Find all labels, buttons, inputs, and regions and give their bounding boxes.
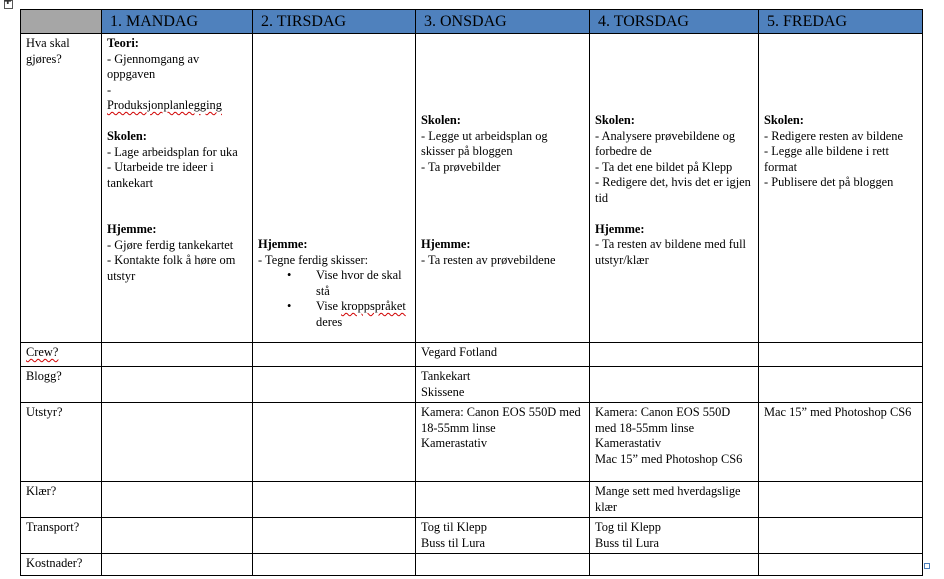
task-dash: - [107,82,112,97]
misspelled-word: kroppspråket [341,299,406,313]
cell-klaer-onsdag [416,482,590,518]
cell-crew-torsdag [590,343,759,367]
weekly-plan-table [20,9,923,576]
cell-blogg-mandag [102,367,253,403]
row-label-blogg: Blogg? [21,367,102,403]
list-item: • Vise kroppspråket deres [287,299,410,330]
task-item: - Kontakte folk å høre om utstyr [107,253,236,283]
table-row-blogg [21,367,923,403]
section-heading-skolen: Skolen: [764,113,804,127]
task-item: - Legge ut arbeidsplan og skisser på bloggen [421,128,548,158]
cell-hva-fredag [759,34,923,343]
task-item: - Tegne ferdig skisser: [258,252,369,267]
cell-kostnader-torsdag [590,554,759,576]
cell-transport-fredag [759,518,923,554]
section-heading-skolen: Skolen: [421,113,461,127]
row-label-hva-skal-gjores [21,34,102,343]
task-item: - Ta prøvebilder [421,159,501,174]
cell-transport-mandag [102,518,253,554]
table-row-crew [21,343,923,367]
cell-kostnader-mandag [102,554,253,576]
row-label-utstyr: Utstyr? [21,403,102,482]
cell-crew-onsdag: Vegard Fotland [416,343,590,367]
task-item: - Legge alle bildene i rett format [764,144,889,174]
row-label-transport: Transport? [21,518,102,554]
section-heading-hjemme: Hjemme: [595,221,645,236]
header-day-onsdag: 3. ONSDAG [416,10,590,34]
row-label-klaer: Klær? [21,482,102,518]
section-heading-skolen: Skolen: [595,113,635,127]
task-item: - Ta det ene bildet på Klepp [595,159,733,174]
section-heading-hjemme: Hjemme: [421,237,471,251]
task-item: - Redigere det, hvis det er igjen tid [595,175,751,205]
section-heading-hjemme: Hjemme: [258,237,308,251]
cell-blogg-fredag [759,367,923,403]
cell-utstyr-torsdag: Kamera: Canon EOS 550D med 18-55mm linse Kamerastativ Mac 15” med Photoshop CS6 [590,403,759,482]
task-item: - Gjøre ferdig tankekartet [107,237,234,252]
header-day-mandag: 1. MANDAG [102,10,253,34]
header-corner-cell [21,10,102,34]
cell-klaer-tirsdag [253,482,416,518]
cell-kostnader-onsdag [416,554,590,576]
cell-hva-onsdag [416,34,590,343]
cell-hva-torsdag [590,34,759,343]
cell-transport-onsdag: Tog til Klepp Buss til Lura [416,518,590,554]
cell-blogg-tirsdag [253,367,416,403]
row-label-crew: Crew? [21,343,102,367]
header-day-fredag: 5. FREDAG [759,10,923,34]
cell-utstyr-mandag [102,403,253,482]
list-item: • Vise hvor de skal stå [287,268,410,299]
cell-klaer-fredag [759,482,923,518]
task-item: - Utarbeide tre ideer i tankekart [107,160,214,190]
task-item: - Analysere prøvebildene og forbedre de [595,128,736,158]
task-item: - Gjennomgang av oppgaven [107,51,200,81]
task-item-misspelled: Produksjonplanlegging [107,98,222,112]
cell-utstyr-tirsdag [253,403,416,482]
cell-hva-tirsdag [253,34,416,343]
cell-blogg-torsdag [590,367,759,403]
section-heading-teori: Teori: [107,36,139,50]
cell-crew-mandag [102,343,253,367]
task-item: - Ta resten av prøvebildene [421,252,556,267]
table-resize-handle-icon[interactable] [924,563,930,569]
task-item: - Ta resten av bildene med full utstyr/klær [595,237,746,267]
table-row-transport [21,518,923,554]
section-heading-hjemme: Hjemme: [107,222,157,236]
cell-hva-mandag [102,34,253,343]
cell-crew-fredag [759,343,923,367]
cell-kostnader-tirsdag [253,554,416,576]
header-row [21,10,923,34]
table-row-hva-skal-gjores [21,34,923,343]
header-day-tirsdag: 2. TIRSDAG [253,10,416,34]
table-row-klaer [21,482,923,518]
cell-klaer-torsdag: Mange sett med hverdagslige klær [590,482,759,518]
cell-utstyr-onsdag: Kamera: Canon EOS 550D med 18-55mm linse Kamerastativ [416,403,590,482]
table-move-handle-icon[interactable] [4,0,13,9]
header-day-torsdag: 4. TORSDAG [590,10,759,34]
cell-klaer-mandag [102,482,253,518]
cell-transport-tirsdag [253,518,416,554]
cell-crew-tirsdag [253,343,416,367]
cell-blogg-onsdag: Tankekart Skissene [416,367,590,403]
cell-kostnader-fredag [759,554,923,576]
section-heading-skolen: Skolen: [107,129,147,143]
row-label-kostnader: Kostnader? [21,554,102,576]
task-item: - Publisere det på bloggen [764,175,894,189]
task-item: - Lage arbeidsplan for uka [107,144,238,159]
table-row-kostnader [21,554,923,576]
cell-transport-torsdag: Tog til Klepp Buss til Lura [590,518,759,554]
cell-utstyr-fredag: Mac 15” med Photoshop CS6 [759,403,923,482]
sketch-bullet-list [258,268,410,330]
table-row-utstyr [21,403,923,482]
row-label-text: Hva skal gjøres? [26,36,70,66]
task-item: - Redigere resten av bildene [764,128,903,143]
